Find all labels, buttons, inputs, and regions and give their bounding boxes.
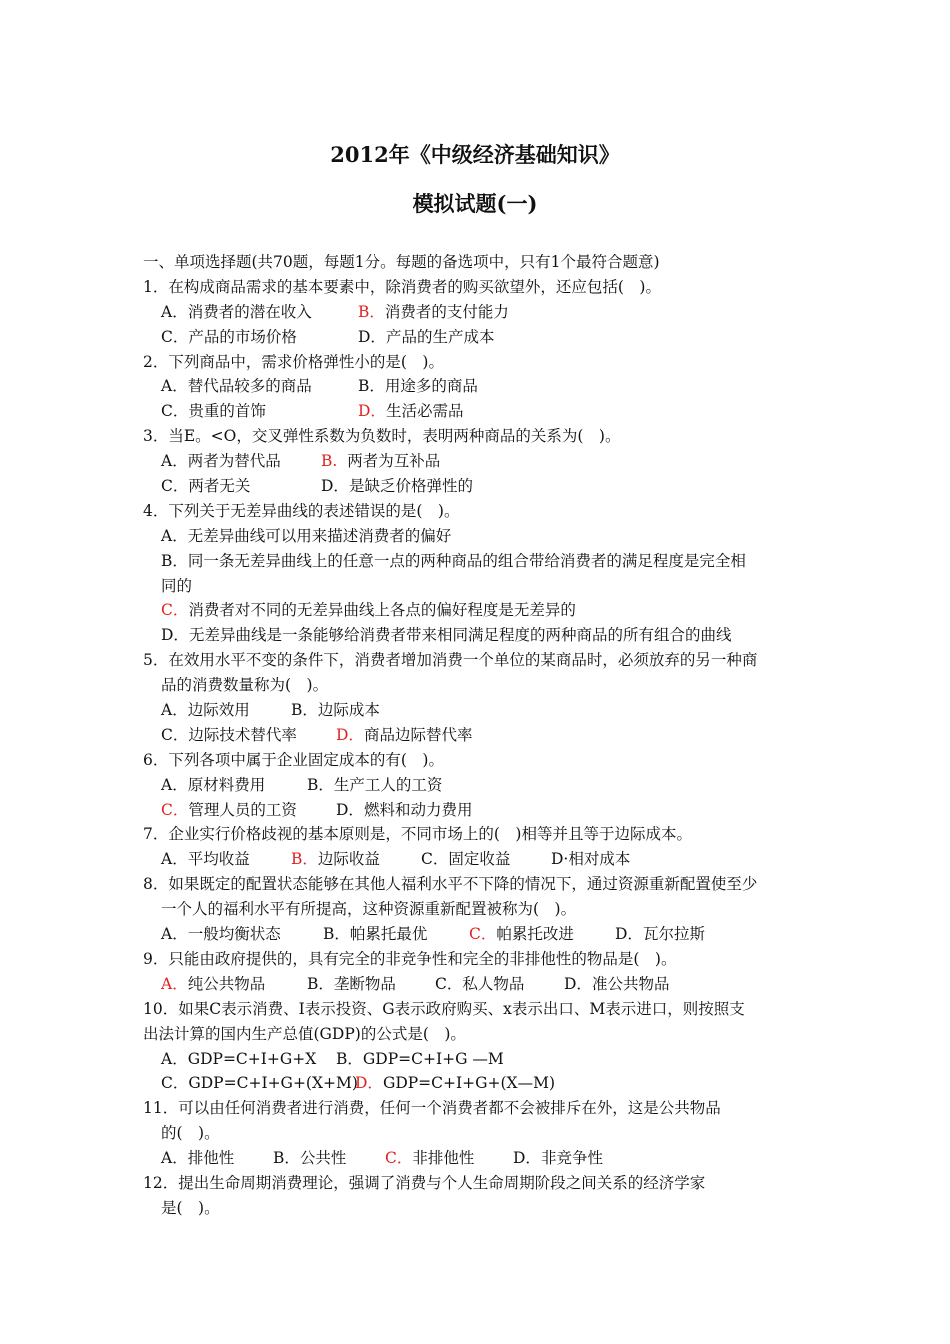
option-d: D．产品的生产成本	[358, 327, 495, 346]
option-d-correct: D．生活必需品	[358, 402, 464, 421]
option-b-continued: 同的	[161, 576, 193, 595]
option-c: C．GDP=C+I+G+(X+M)	[161, 1074, 358, 1093]
question-stem: 12．提出生命周期消费理论，强调了消费与个人生命周期阶段之间关系的经济学家	[143, 1173, 706, 1192]
option-c: C．贵重的首饰	[161, 402, 266, 421]
question-7	[143, 822, 823, 872]
question-stem: 9．只能由政府提供的，具有完全的非竞争性和完全的非排他性的物品是( )。	[143, 949, 677, 968]
option-b: B．用途多的商品	[358, 377, 478, 396]
question-stem: 3．当E。<O，交叉弹性系数为负数时，表明两种商品的关系为( )。	[143, 427, 621, 446]
option-row	[143, 1146, 823, 1171]
option-row	[143, 474, 823, 499]
option-a: A．原材料费用	[161, 775, 266, 794]
document-subtitle: 模拟试题(一)	[412, 191, 538, 216]
option-row	[143, 773, 823, 798]
option-c-correct: C．帕累托改进	[469, 925, 574, 944]
question-6	[143, 748, 823, 823]
question-stem-continued: 品的消费数量称为( )。	[161, 676, 329, 695]
option-row	[143, 325, 823, 350]
option-c: C．产品的市场价格	[161, 327, 297, 346]
question-stem-continued: 是( )。	[161, 1198, 220, 1217]
option-row	[143, 1047, 823, 1072]
option-row	[143, 399, 823, 424]
option-b: B．同一条无差异曲线上的任意一点的两种商品的组合带给消费者的满足程度是完全相	[161, 551, 746, 570]
option-b: B．帕累托最优	[323, 925, 428, 944]
option-d-correct: D．商品边际替代率	[336, 725, 473, 744]
option-d: D．非竞争性	[513, 1149, 603, 1168]
option-row	[143, 698, 823, 723]
option-a: A．边际效用	[161, 701, 250, 720]
question-9	[143, 947, 823, 997]
document-title: 2012年《中级经济基础知识》	[330, 142, 620, 167]
question-5	[143, 648, 823, 748]
option-d: D．是缺乏价格弹性的	[321, 477, 473, 496]
question-stem-continued: 的( )。	[161, 1124, 220, 1143]
question-stem-continued: 一个人的福利水平有所提高，这种资源重新配置被称为( )。	[161, 900, 577, 919]
option-row	[143, 847, 823, 872]
option-d: D．无差异曲线是一条能够给消费者带来相同满足程度的两种商品的所有组合的曲线	[161, 626, 732, 645]
question-8	[143, 872, 823, 947]
question-stem: 6．下列各项中属于企业固定成本的有( )。	[143, 750, 444, 769]
question-10	[143, 997, 823, 1097]
question-stem: 10．如果C表示消费、I表示投资、G表示政府购买、x表示出口、M表示进口，则按照支	[143, 999, 745, 1018]
option-a: A．一般均衡状态	[161, 925, 281, 944]
question-stem-continued: 出法计算的国内生产总值(GDP)的公式是( )。	[143, 1024, 466, 1043]
question-2	[143, 350, 823, 425]
question-stem: 8．如果既定的配置状态能够在其他人福利水平不下降的情况下，通过资源重新配置使至少	[143, 875, 758, 894]
option-c: C．两者无关	[161, 477, 251, 496]
question-stem: 2．下列商品中，需求价格弹性小的是( )。	[143, 352, 444, 371]
option-row	[143, 449, 823, 474]
option-a-correct: A．纯公共物品	[161, 974, 266, 993]
question-4	[143, 499, 823, 648]
option-c: C．私人物品	[435, 974, 525, 993]
option-row	[143, 798, 823, 823]
option-d: D．燃料和动力费用	[336, 800, 473, 819]
question-1	[143, 275, 823, 350]
option-d: D．准公共物品	[564, 974, 670, 993]
option-a: A．两者为替代品	[161, 452, 281, 471]
option-d: D．瓦尔拉斯	[615, 925, 705, 944]
option-b: B．边际成本	[291, 701, 380, 720]
question-12	[143, 1171, 823, 1221]
option-a: A．平均收益	[161, 850, 250, 869]
option-a: A．排他性	[161, 1149, 235, 1168]
question-list	[143, 250, 823, 1221]
option-c: C．固定收益	[421, 850, 511, 869]
option-b: B．垄断物品	[307, 974, 396, 993]
option-a: A．替代品较多的商品	[161, 377, 312, 396]
question-stem: 4．下列关于无差异曲线的表述错误的是( )。	[143, 501, 460, 520]
option-a: A．无差异曲线可以用来描述消费者的偏好	[161, 526, 452, 545]
option-b-correct: B．边际收益	[291, 850, 380, 869]
option-a: A．GDP=C+I+G+X	[161, 1049, 317, 1068]
option-d: D·相对成本	[551, 850, 631, 869]
option-b: B．GDP=C+I+G —M	[336, 1049, 504, 1068]
section-heading: 一、单项选择题(共70题，每题1分。每题的备选项中，只有1个最符合题意)	[143, 253, 660, 271]
option-row	[143, 922, 823, 947]
question-stem: 7．企业实行价格歧视的基本原则是，不同市场上的( )相等并且等于边际成本。	[143, 825, 692, 844]
question-stem: 1．在构成商品需求的基本要素中，除消费者的购买欲望外，还应包括( )。	[143, 277, 661, 296]
option-row	[143, 374, 823, 399]
option-c: C．边际技术替代率	[161, 725, 297, 744]
option-b-correct: B．消费者的支付能力	[358, 302, 509, 321]
option-b: B．生产工人的工资	[307, 775, 443, 794]
option-row	[143, 723, 823, 748]
option-a: A．消费者的潜在收入	[161, 302, 312, 321]
option-b-correct: B. 两者为互补品	[321, 452, 441, 471]
option-row	[143, 1071, 823, 1096]
question-stem: 5．在效用水平不变的条件下，消费者增加消费一个单位的某商品时，必须放弃的另一种商	[143, 651, 758, 670]
question-3	[143, 424, 823, 499]
option-b: B．公共性	[273, 1149, 347, 1168]
option-d-correct: D．GDP=C+I+G+(X—M)	[355, 1074, 555, 1093]
option-row	[143, 972, 823, 997]
option-row	[143, 300, 823, 325]
option-c-correct: C．非排他性	[385, 1149, 475, 1168]
option-c-correct: C．消费者对不同的无差异曲线上各点的偏好程度是无差异的	[161, 601, 576, 620]
question-11	[143, 1096, 823, 1171]
question-stem: 11．可以由任何消费者进行消费，任何一个消费者都不会被排斥在外，这是公共物品	[143, 1099, 721, 1118]
option-c-correct: C．管理人员的工资	[161, 800, 297, 819]
